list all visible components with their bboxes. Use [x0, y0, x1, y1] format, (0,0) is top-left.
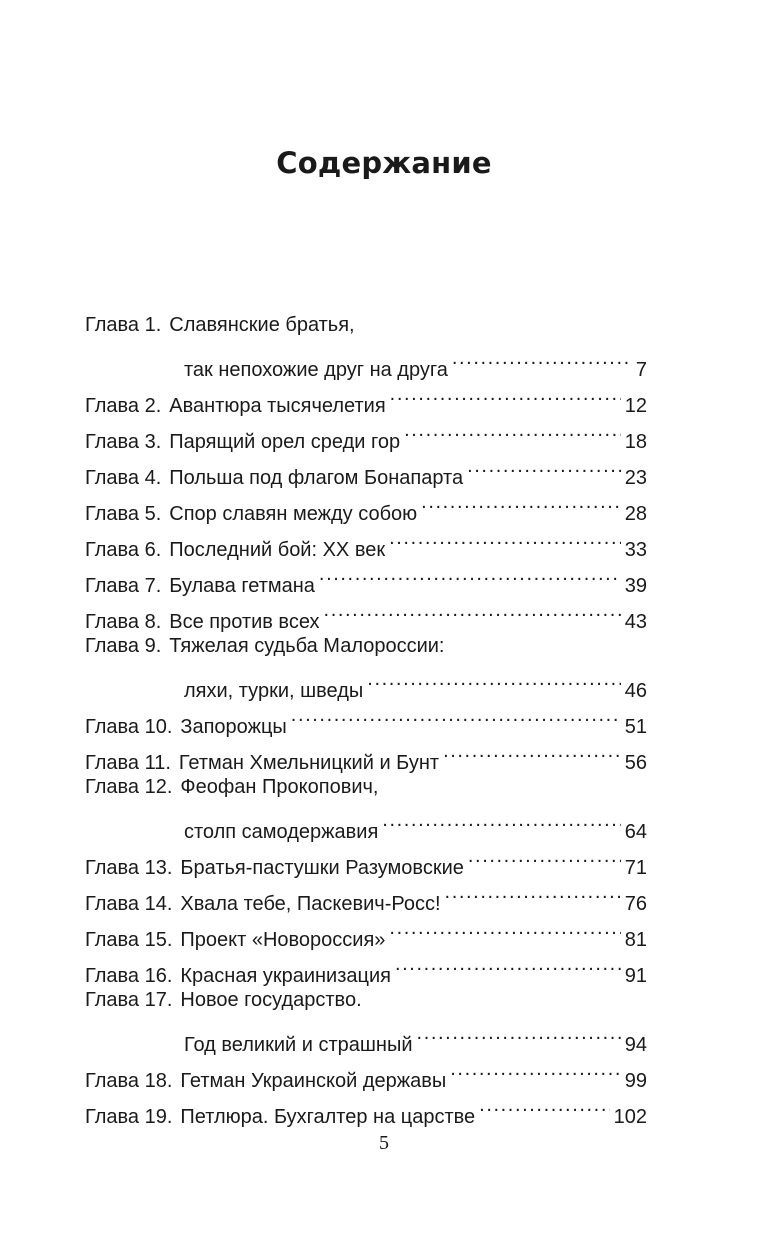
chapter-page: 51: [624, 716, 647, 738]
toc-line: [85, 520, 647, 561]
chapter-page: 46: [624, 680, 647, 702]
chapter-page: 99: [624, 1070, 647, 1092]
toc-entry: [85, 520, 647, 561]
toc-entry: [85, 1087, 647, 1128]
chapter-title: так непохожие друг на друга: [184, 359, 448, 381]
chapter-title: Гетман Хмельницкий и Бунт: [178, 752, 440, 774]
dot-leader: [389, 910, 620, 946]
chapter-page: 39: [624, 575, 647, 597]
chapter-number: Глава 13.: [85, 857, 173, 879]
chapter-title: ляхи, турки, шведы: [184, 680, 364, 702]
toc-line: [85, 448, 647, 489]
chapter-page: 71: [624, 857, 647, 879]
toc-line: [85, 340, 647, 381]
chapter-number: Глава 17.: [85, 989, 173, 1011]
dot-leader: [443, 733, 621, 769]
toc-line: [85, 697, 647, 738]
dot-leader: [291, 697, 621, 733]
toc-line: [85, 307, 647, 343]
toc-entry: [85, 946, 647, 987]
chapter-page: 33: [624, 539, 647, 561]
chapter-title: Последний бой: XX век: [169, 539, 386, 561]
toc-line: [85, 910, 647, 951]
toc-line: [85, 628, 647, 664]
toc-line: [85, 556, 647, 597]
toc-line: [85, 592, 647, 633]
toc-entry: [85, 592, 647, 633]
toc-entry: [85, 982, 647, 1056]
chapter-page: 94: [624, 1034, 647, 1056]
dot-leader: [479, 1087, 609, 1123]
dot-leader: [417, 1015, 621, 1051]
chapter-number: Глава 10.: [85, 716, 173, 738]
toc-entry: [85, 484, 647, 525]
chapter-title: Хвала тебе, Паскевич-Росс!: [180, 893, 441, 915]
chapter-number: Глава 11.: [85, 752, 171, 774]
page-title: Содержание: [276, 146, 492, 180]
toc-line: [85, 376, 647, 417]
toc-line: [85, 769, 647, 805]
chapter-title: Год великий и страшный: [184, 1034, 413, 1056]
chapter-page: 7: [635, 359, 647, 381]
chapter-page: 64: [624, 821, 647, 843]
chapter-number: Глава 7.: [85, 575, 162, 597]
chapter-title: Парящий орел среди гор: [169, 431, 401, 453]
chapter-page: 102: [613, 1106, 647, 1128]
chapter-title: Петлюра. Бухгалтер на царстве: [180, 1106, 476, 1128]
chapter-title: Авантюра тысячелетия: [169, 395, 386, 417]
chapter-number: Глава 16.: [85, 965, 173, 987]
dot-leader: [421, 484, 621, 520]
dot-leader: [389, 520, 621, 556]
dot-leader: [450, 1051, 621, 1087]
toc-entry: [85, 628, 647, 702]
toc-entry: [85, 412, 647, 453]
chapter-title: столп самодержавия: [184, 821, 379, 843]
toc-entry: [85, 448, 647, 489]
chapter-title: Гетман Украинской державы: [180, 1070, 447, 1092]
chapter-title: Славянские братья,: [169, 314, 355, 336]
chapter-number: Глава 5.: [85, 503, 162, 525]
toc-entry: [85, 1051, 647, 1092]
chapter-title: Польша под флагом Бонапарта: [169, 467, 464, 489]
chapter-number: Глава 18.: [85, 1070, 173, 1092]
chapter-number: Глава 6.: [85, 539, 162, 561]
toc-entry: [85, 769, 647, 843]
chapter-number: Глава 19.: [85, 1106, 173, 1128]
page-number: 5: [379, 1132, 389, 1154]
chapter-page: 43: [624, 611, 647, 633]
chapter-title: Все против всех: [169, 611, 320, 633]
toc-line: [85, 1051, 647, 1092]
chapter-number: Глава 4.: [85, 467, 162, 489]
dot-leader: [319, 556, 621, 592]
table-of-contents: [85, 307, 647, 1128]
toc-line: [85, 946, 647, 987]
toc-entry: [85, 874, 647, 915]
chapter-page: 23: [624, 467, 647, 489]
toc-line: [85, 802, 647, 843]
chapter-number: Глава 3.: [85, 431, 162, 453]
chapter-title: Феофан Прокопович,: [180, 776, 379, 798]
chapter-title: Новое государство.: [180, 989, 362, 1011]
toc-line: [85, 484, 647, 525]
chapter-title: Булава гетмана: [169, 575, 315, 597]
chapter-title: Тяжелая судьба Малороссии:: [169, 635, 445, 657]
dot-leader: [404, 412, 621, 448]
chapter-number: Глава 9.: [85, 635, 162, 657]
toc-entry: [85, 838, 647, 879]
chapter-page: 12: [624, 395, 647, 417]
chapter-page: 18: [624, 431, 647, 453]
chapter-page: 91: [624, 965, 647, 987]
dot-leader: [324, 592, 621, 628]
toc-line: [85, 412, 647, 453]
toc-line: [85, 733, 647, 774]
toc-line: [85, 838, 647, 879]
toc-line: [85, 1015, 647, 1056]
toc-entry: [85, 556, 647, 597]
chapter-title: Запорожцы: [180, 716, 287, 738]
chapter-number: Глава 2.: [85, 395, 162, 417]
toc-entry: [85, 307, 647, 381]
toc-entry: [85, 733, 647, 774]
chapter-number: Глава 12.: [85, 776, 173, 798]
chapter-page: 81: [624, 929, 647, 951]
chapter-number: Глава 1.: [85, 314, 162, 336]
chapter-number: Глава 14.: [85, 893, 173, 915]
chapter-page: 28: [624, 503, 647, 525]
dot-leader: [467, 448, 621, 484]
toc-entry: [85, 697, 647, 738]
dot-leader: [390, 376, 621, 412]
dot-leader: [395, 946, 621, 982]
toc-line: [85, 982, 647, 1018]
chapter-title: Спор славян между собою: [169, 503, 418, 525]
chapter-page: 76: [624, 893, 647, 915]
chapter-title: Братья-пастушки Разумовские: [180, 857, 464, 879]
dot-leader: [445, 874, 621, 910]
toc-entry: [85, 376, 647, 417]
dot-leader: [452, 340, 632, 376]
dot-leader: [382, 802, 620, 838]
chapter-title: Красная украинизация: [180, 965, 391, 987]
dot-leader: [468, 838, 621, 874]
chapter-number: Глава 15.: [85, 929, 173, 951]
toc-line: [85, 1087, 647, 1128]
toc-entry: [85, 910, 647, 951]
dot-leader: [367, 661, 620, 697]
chapter-page: 56: [624, 752, 647, 774]
toc-line: [85, 874, 647, 915]
chapter-title: Проект «Новороссия»: [180, 929, 386, 951]
toc-line: [85, 661, 647, 702]
chapter-number: Глава 8.: [85, 611, 162, 633]
